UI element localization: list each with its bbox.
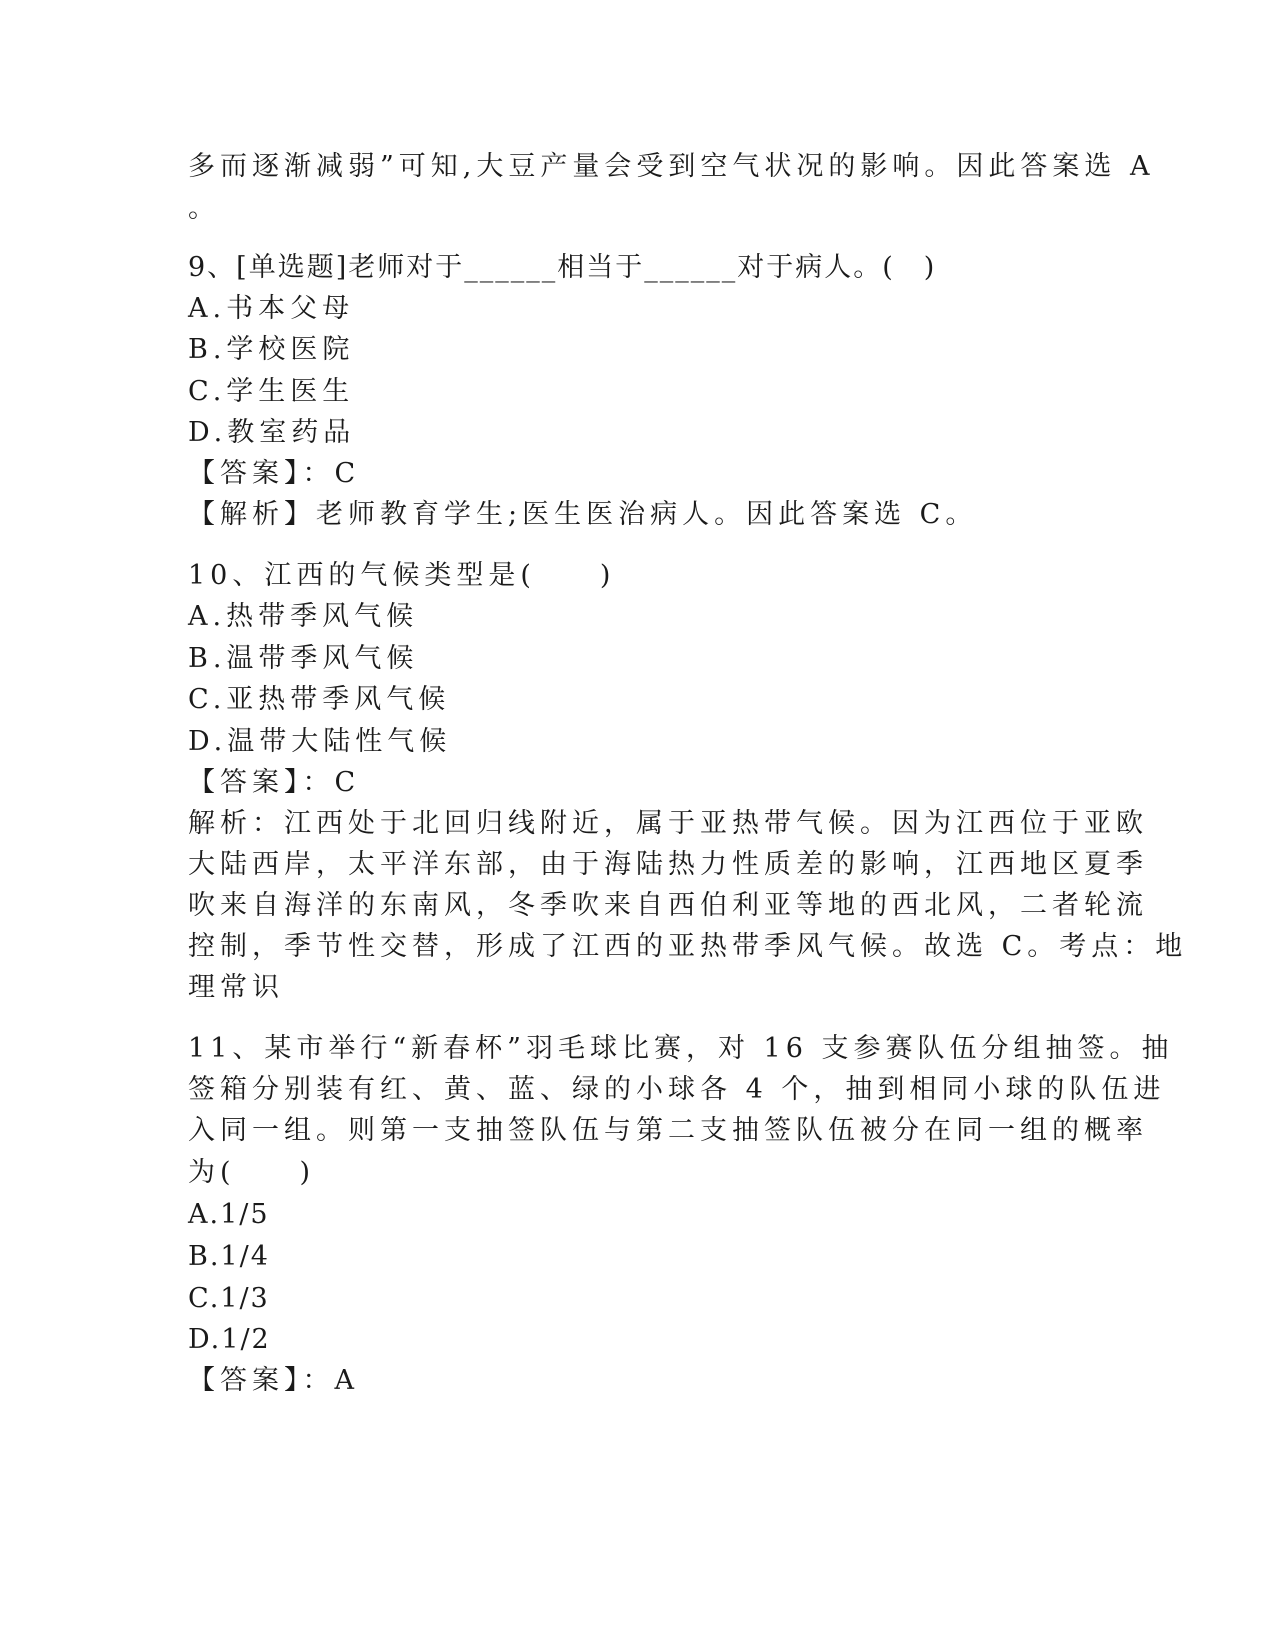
q9-stem: 9、[单选题]老师对于______相当于______对于病人。( ) [188,252,937,283]
q9-option-d: D.教室药品 [188,417,356,448]
q11-option-a: A.1/5 [188,1199,270,1230]
q11-stem-line-2: 签箱分别装有红、黄、蓝、绿的小球各 4 个，抽到相同小球的队伍进 [188,1074,1166,1105]
q9-answer: 【答案】：C [188,458,361,489]
q10-analysis-line-2: 大陆西岸，太平洋东部，由于海陆热力性质差的影响，江西地区夏季 [188,849,1148,880]
q10-option-a: A.热带季风气候 [188,601,419,632]
q10-option-d: D.温带大陆性气候 [188,726,452,757]
q11-option-d: D.1/2 [188,1324,271,1355]
q9-analysis: 【解析】老师教育学生;医生医治病人。因此答案选 C。 [188,499,978,530]
q10-option-b: B.温带季风气候 [188,643,419,674]
q11-option-c: C.1/3 [188,1283,270,1314]
q10-option-c: C.亚热带季风气候 [188,684,451,715]
q10-answer: 【答案】：C [188,767,361,798]
intro-line-2: 。 [188,193,217,224]
q10-analysis-line-5: 理常识 [188,972,284,1003]
q11-answer: 【答案】：A [188,1365,359,1396]
q11-stem-line-1: 11、某市举行“新春杯”羽毛球比赛，对 16 支参赛队伍分组抽签。抽 [188,1033,1174,1064]
q10-analysis-line-1: 解析：江西处于北回归线附近，属于亚热带气候。因为江西位于亚欧 [188,808,1148,839]
q9-option-a: A.书本父母 [188,293,355,324]
intro-line-1: 多而逐渐减弱”可知,大豆产量会受到空气状况的影响。因此答案选 A [188,151,1155,182]
q11-stem-line-3: 入同一组。则第一支抽签队伍与第二支抽签队伍被分在同一组的概率 [188,1115,1148,1146]
q10-analysis-line-3: 吹来自海洋的东南风，冬季吹来自西伯利亚等地的西北风，二者轮流 [188,890,1148,921]
q11-option-b: B.1/4 [188,1241,270,1272]
q10-stem: 10、江西的气候类型是( ) [188,560,616,591]
q9-option-b: B.学校医院 [188,334,355,365]
q11-stem-line-4: 为( ) [188,1157,316,1188]
q10-analysis-line-4: 控制，季节性交替，形成了江西的亚热带季风气候。故选 C。考点：地 [188,931,1188,962]
q9-option-c: C.学生医生 [188,376,355,407]
